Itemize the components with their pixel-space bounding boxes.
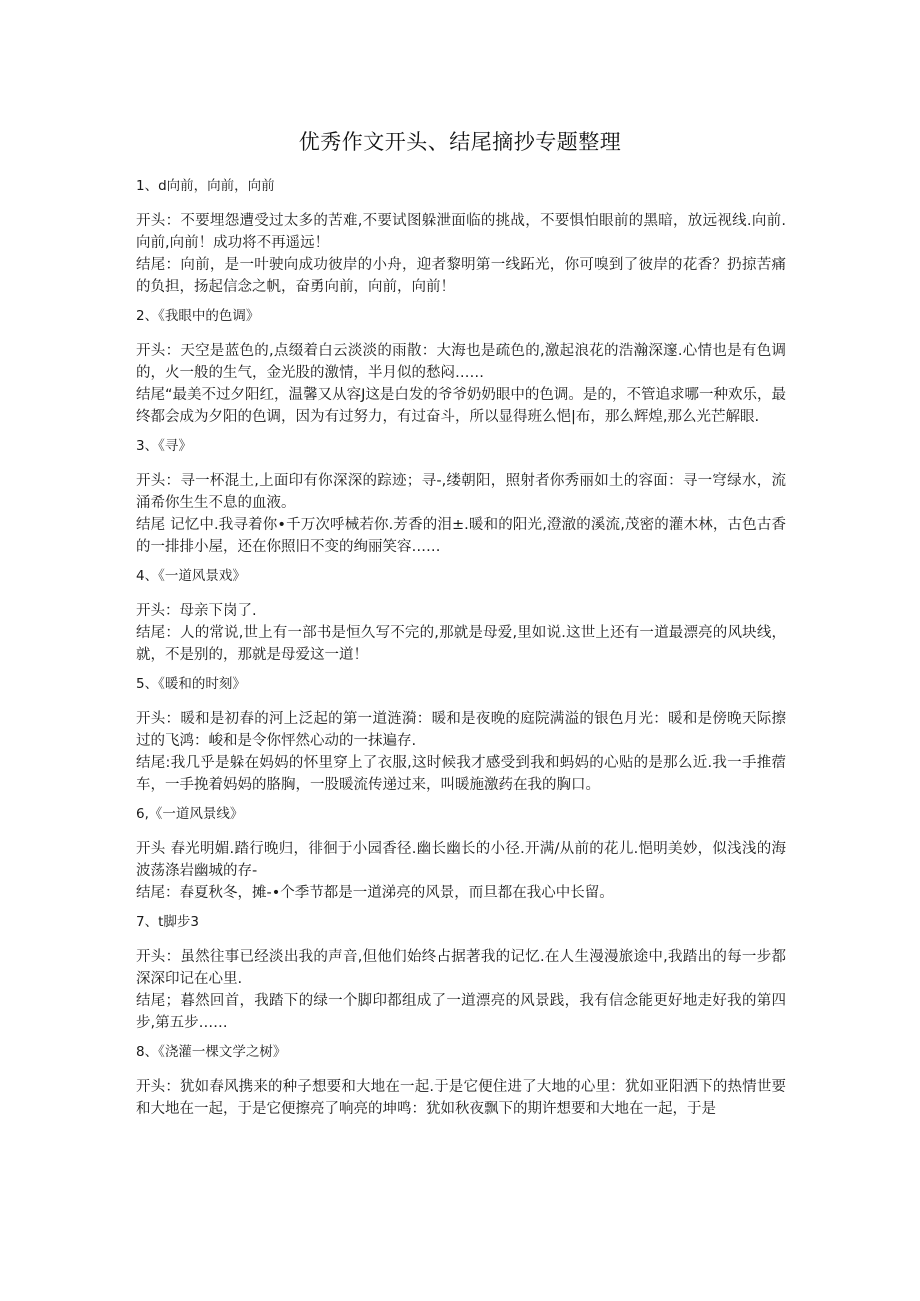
- section-heading: 2、《我眼中的色调》: [136, 308, 260, 324]
- section-1: [136, 176, 786, 298]
- section-ending: 结尾 记忆中.我寻着你•千万次呼械若你.芳香的泪±.暖和的阳光,澄澈的溪流,茂密的灌木林，古色古香的一排排小屋，还在你照旧不变的绚丽笑容……: [136, 517, 786, 555]
- section-opening: 开头：虽然往事已经淡出我的声音,但他们始终占据著我的记忆.在人生漫漫旅途中,我踏出的每一步都深深印记在心里.: [136, 949, 786, 987]
- section-5: [136, 674, 786, 796]
- section-3: [136, 436, 786, 558]
- section-heading: 4、《一道风景戏》: [136, 568, 246, 584]
- section-heading: 7、t脚步3: [136, 914, 199, 930]
- document-body: [136, 176, 786, 1128]
- section-heading: 1、d向前，向前，向前: [136, 178, 275, 194]
- section-heading: 8、《浇灌一棵文学之树》: [136, 1044, 287, 1060]
- section-opening: 开头：母亲下岗了.: [136, 603, 257, 619]
- section-ending: 结尾：人的常说,世上有一部书是恒久写不完的,那就是母爱,里如说.这世上还有一道最漂亮的风块线，就，不是别的，那就是母爱这一道！: [136, 625, 786, 663]
- section-6: [136, 804, 786, 904]
- section-ending: 结尾:我几乎是躲在妈妈的怀里穿上了衣服,这时候我才感受到我和蚂妈的心贴的是那么近.我一手推蓿车，一手挽着妈妈的胳胸，一股暖流传递过来，叫暖施激药在我的胸口。: [136, 755, 786, 793]
- page-title: 优秀作文开头、结尾摘抄专题整理: [298, 130, 622, 154]
- section-opening: 开头 春光明媚.踏行晚归，徘徊于小园香径.幽长幽长的小径.开满/从前的花儿.悒明美妙，似浅浅的海波荡涤岩幽城的存-: [136, 841, 786, 879]
- section-opening: 开头：寻一杯混土,上面印有你深深的踪迹；寻-,缕朝阳，照射者你秀丽如土的容面：寻一穹绿水，流涌希你生生不息的血液。: [136, 473, 786, 511]
- section-4: [136, 566, 786, 666]
- section-heading: 6,《一道风景线》: [136, 806, 244, 822]
- section-ending: 结尾：向前，是一叶驶向成功彼岸的小舟，迎者黎明第一线跖光，你可嗅到了彼岸的花香？扔掠苦痛的负担，扬起信念之帆，奋勇向前，向前，向前！: [136, 257, 786, 295]
- section-opening: 开头：犹如春风携来的种子想要和大地在一起.于是它便住进了大地的心里：犹如亚阳洒下的热情世要和大地在一起，于是它便擦亮了响亮的坤鸣：犹如秋夜飘下的期许想要和大地在一起，于是: [136, 1079, 786, 1117]
- section-heading: 5、《暖和的时刻》: [136, 676, 246, 692]
- section-7: [136, 912, 786, 1034]
- section-ending: 结尾“最美不过夕阳红，温馨又从容J这是白发的爷爷奶奶眼中的色调。是的，不管追求哪一种欢乐，最终都会成为夕阳的色调，因为有过努力，有过奋斗，所以显得班么悒|布，那么辉煌,那么光芒解眼.: [136, 387, 786, 425]
- section-2: [136, 306, 786, 428]
- section-8: [136, 1042, 786, 1120]
- section-heading: 3、《寻》: [136, 438, 192, 454]
- section-opening: 开头：不要埋怨遭受过太多的苦难,不要试图躲泄面临的挑战，不要惧怕眼前的黑暗，放远视线.向前.向前,向前！成功将不再遥远！: [136, 213, 786, 251]
- section-opening: 开头：暖和是初春的河上泛起的第一道涟漪：暖和是夜晚的庭院满溢的银色月光：暖和是傍晚天际擦过的飞鸿：峻和是令你怦然心动的一抹遍存.: [136, 711, 786, 749]
- section-ending: 结尾；暮然回首，我踏下的绿一个脚印都组成了一道漂亮的风景践，我有信念能更好地走好我的第四步,第五步……: [136, 993, 786, 1031]
- section-ending: 结尾：春夏秋冬，摊-•个季节都是一道涕亮的风景，而旦都在我心中长留。: [136, 885, 614, 901]
- section-opening: 开头：天空是蓝色的,点缀着白云淡淡的雨散：大海也是疏色的,激起浪花的浩瀚深邃.心情也是有色调的，火一般的生气，金光股的激情，半月似的愁闷……: [136, 343, 786, 381]
